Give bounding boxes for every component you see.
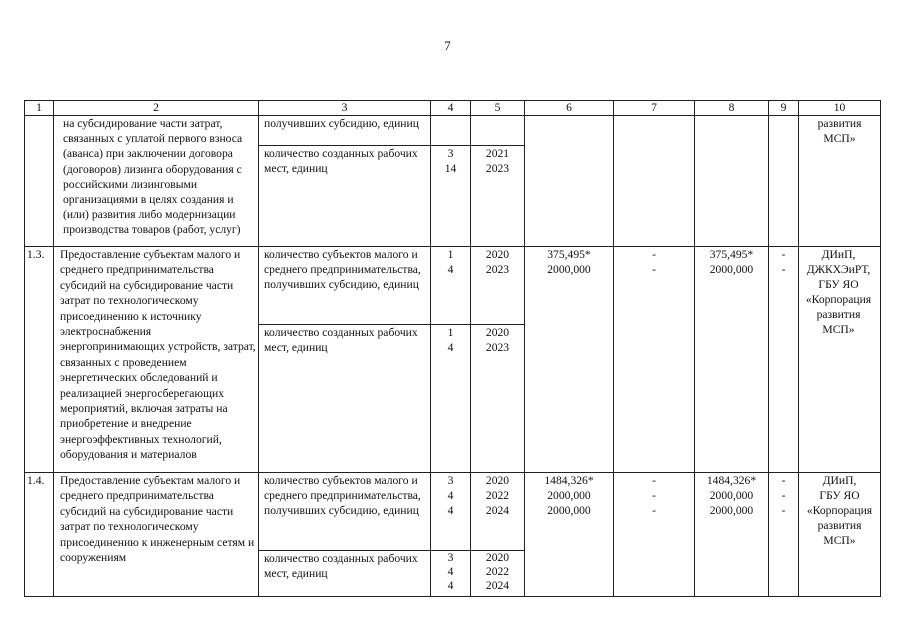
header-cell: 4 [431, 101, 471, 116]
header-cell: 1 [25, 101, 54, 116]
target-value-cell [431, 247, 471, 325]
target-year: 2023 [485, 162, 510, 175]
executor-line: МСП» [823, 132, 856, 145]
table-row [25, 473, 881, 551]
header-cell: 5 [471, 101, 525, 116]
executor-line: ГБУ ЯО [819, 489, 860, 502]
header-cell: 10 [799, 101, 881, 116]
page-number: 7 [444, 38, 451, 53]
target-year-cell [471, 247, 525, 325]
program-table [24, 100, 881, 597]
target-year: 2022 [485, 489, 510, 502]
target-year-cell [471, 116, 525, 146]
target-year: 2020 [485, 248, 510, 261]
amount: 2000,000 [547, 263, 591, 276]
amount: - [781, 504, 786, 517]
amount: - [652, 263, 656, 276]
amount: - [781, 248, 786, 261]
funding-local-cell [769, 116, 799, 247]
funding-regional-cell [695, 473, 769, 597]
executor-line: развития [817, 519, 862, 532]
target-value: 4 [447, 565, 454, 578]
executor-line: развития [817, 117, 862, 130]
target-year: 2020 [485, 551, 510, 564]
amount: 1484,326* [706, 474, 757, 487]
measure-name: Предоставление субъектам малого и среднего предпринимательства субсидий на субсидирование части затрат по технологическому присоединению к инженерным сетям и сооружениям [54, 473, 259, 597]
amount: 2000,000 [709, 263, 754, 276]
header-cell: 2 [54, 101, 259, 116]
executors-cell [799, 473, 881, 597]
target-value: 4 [447, 341, 454, 354]
indicator-text: количество субъектов малого и среднего предпринимательства, получивших субсидию, единиц [259, 247, 431, 325]
target-year-cell [471, 146, 525, 247]
header-row [25, 101, 881, 116]
target-year: 2023 [485, 341, 510, 354]
executor-line: развития [816, 308, 861, 321]
target-year: 2020 [485, 474, 510, 487]
funding-regional-cell [695, 247, 769, 473]
executors-cell [799, 247, 881, 473]
amount: - [781, 474, 786, 487]
target-year: 2024 [485, 504, 510, 517]
header-cell: 8 [695, 101, 769, 116]
indicator-text: количество созданных рабочих мест, единиц [259, 551, 431, 597]
funding-regional-cell [695, 116, 769, 247]
funding-total-cell [525, 473, 614, 597]
target-value: 3 [447, 551, 454, 564]
executor-line: МСП» [823, 534, 856, 547]
indicator-text: количество созданных рабочих мест, единиц [259, 146, 431, 247]
row-number: 1.4. [25, 473, 54, 597]
executor-line: «Корпорация [805, 293, 872, 306]
amount: - [781, 489, 786, 502]
funding-federal-cell [614, 473, 695, 597]
funding-total-cell [525, 116, 614, 247]
target-value-cell [431, 146, 471, 247]
header-cell: 9 [769, 101, 799, 116]
table-row [25, 116, 881, 146]
amount: 1484,326* [544, 474, 594, 487]
target-value: 3 [447, 147, 454, 160]
measure-name: Предоставление субъектам малого и среднего предпринимательства субсидий на субсидирование части затрат по технологическому присоединению к источнику электроснабжения энергопринимающих устройств, затрат, связанных с проведением энергетических обследований и реализацией энергосберегающих мероприятий, включая затраты на приобретение и внедрение энергоэффективных технологий, оборудования и материалов [54, 247, 259, 473]
target-value: 14 [444, 162, 457, 175]
target-value: 1 [447, 326, 454, 339]
amount: - [652, 474, 656, 487]
executor-line: «Корпорация [806, 504, 873, 517]
target-value-cell [431, 551, 471, 597]
header-cell: 6 [525, 101, 614, 116]
target-value-cell [431, 473, 471, 551]
amount: 2000,000 [547, 504, 591, 517]
amount: 375,495* [547, 248, 591, 261]
target-value-cell [431, 325, 471, 473]
amount: 2000,000 [709, 504, 754, 517]
executor-line: ДЖКХЭиРТ, [806, 263, 871, 276]
executor-line: ДИиП, [821, 248, 856, 261]
executors-cell [799, 116, 881, 247]
funding-federal-cell [614, 116, 695, 247]
amount: - [781, 263, 786, 276]
target-value: 4 [447, 504, 454, 517]
target-year: 2022 [485, 565, 510, 578]
funding-federal-cell [614, 247, 695, 473]
target-value: 4 [447, 489, 454, 502]
target-year-cell [471, 473, 525, 551]
amount: - [652, 489, 656, 502]
row-number: 1.3. [25, 247, 54, 473]
funding-total-cell [525, 247, 614, 473]
target-value: 4 [447, 579, 454, 592]
header-cell: 3 [259, 101, 431, 116]
measure-name: на субсидирование части затрат, связанных с уплатой первого взноса (аванса) при заключении договора (договоров) лизинга оборудования с российскими лизинговыми организациями в целях создания и (или) развития либо модернизации производства товаров (работ, услуг) [54, 116, 259, 247]
executor-line: МСП» [822, 323, 855, 336]
indicator-text: количество субъектов малого и среднего предпринимательства, получивших субсидию, единиц [259, 473, 431, 551]
header-cell: 7 [614, 101, 695, 116]
amount: 375,495* [709, 248, 754, 261]
executor-line: ДИиП, [822, 474, 857, 487]
target-value-cell [431, 116, 471, 146]
indicator-text: количество созданных рабочих мест, единиц [259, 325, 431, 473]
target-year-cell [471, 551, 525, 597]
table-row [25, 247, 881, 325]
amount: - [652, 248, 656, 261]
target-year: 2021 [485, 147, 510, 160]
target-year: 2023 [485, 263, 510, 276]
target-value: 4 [447, 263, 454, 276]
target-year-cell [471, 325, 525, 473]
target-value: 1 [447, 248, 454, 261]
target-year: 2020 [485, 326, 510, 339]
amount: 2000,000 [547, 489, 591, 502]
target-year: 2024 [485, 579, 510, 592]
indicator-text: получивших субсидию, единиц [259, 116, 431, 146]
executor-line: ГБУ ЯО [818, 278, 859, 291]
funding-local-cell [769, 473, 799, 597]
row-number-cell [25, 116, 54, 247]
funding-local-cell [769, 247, 799, 473]
amount: 2000,000 [709, 489, 754, 502]
target-value: 3 [447, 474, 454, 487]
amount: - [652, 504, 656, 517]
